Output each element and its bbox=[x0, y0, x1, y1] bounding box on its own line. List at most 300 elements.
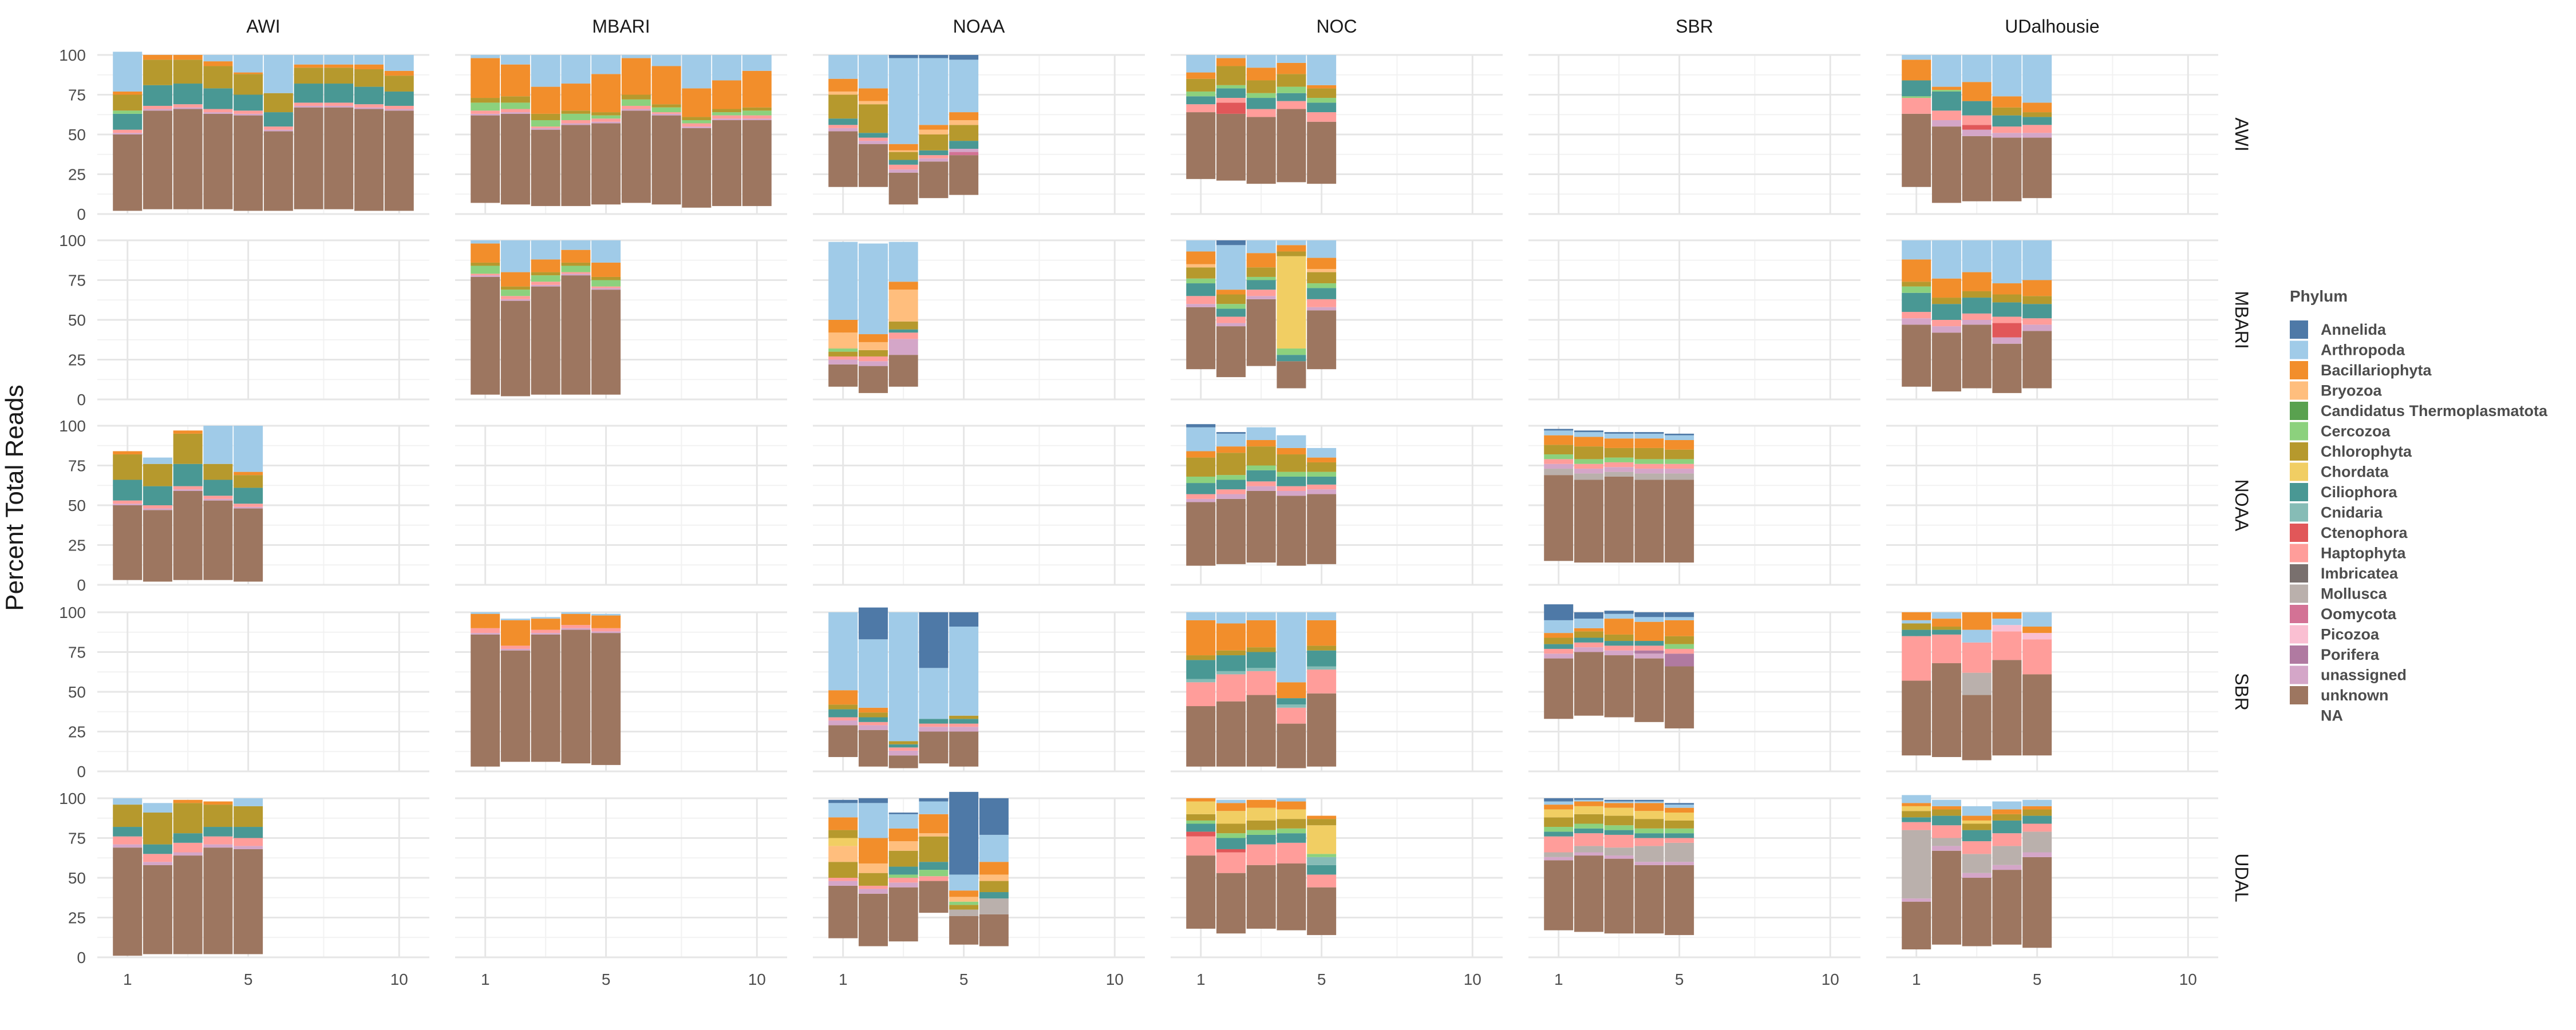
bar-segment bbox=[1216, 702, 1246, 767]
bar-segment bbox=[1186, 821, 1215, 824]
y-tick-label: 0 bbox=[77, 763, 86, 781]
bar-segment bbox=[1634, 862, 1664, 865]
bar-segment bbox=[1277, 109, 1306, 183]
bar-segment bbox=[1902, 612, 1931, 620]
bar-segment bbox=[1605, 641, 1634, 645]
bar-segment bbox=[471, 240, 500, 244]
bar-segment bbox=[1574, 430, 1603, 432]
bar-segment bbox=[2022, 117, 2052, 125]
bar-segment bbox=[1962, 291, 1992, 298]
bar-segment bbox=[234, 95, 263, 111]
bar-segment bbox=[1605, 802, 1634, 803]
bar-segment bbox=[1307, 310, 1336, 369]
bar-segment bbox=[859, 350, 888, 356]
column-strip-label: NOC bbox=[1316, 16, 1357, 37]
bar-segment bbox=[1307, 458, 1336, 462]
bar-segment bbox=[742, 108, 772, 111]
bar-segment bbox=[1634, 803, 1664, 811]
bar-segment bbox=[919, 833, 948, 837]
bar-segment bbox=[1605, 472, 1634, 477]
row-strip-label: NOAA bbox=[2231, 479, 2252, 532]
bar-segment bbox=[501, 651, 530, 762]
bar-segment bbox=[1932, 126, 1961, 203]
y-tick-label: 50 bbox=[68, 126, 86, 144]
bar-segment bbox=[501, 290, 530, 296]
bar-segment bbox=[828, 846, 858, 862]
bar-segment bbox=[1574, 480, 1603, 563]
y-tick-label: 75 bbox=[68, 271, 86, 290]
bar-segment bbox=[501, 55, 530, 65]
bar-segment bbox=[531, 617, 560, 619]
bar-segment bbox=[828, 352, 858, 356]
bar-segment bbox=[1634, 653, 1664, 658]
bar-segment bbox=[1962, 643, 1992, 673]
bar-segment bbox=[1992, 631, 2021, 660]
bar-segment bbox=[1544, 644, 1573, 649]
legend-swatch bbox=[2290, 483, 2308, 501]
bar-segment bbox=[1186, 427, 1215, 451]
bar-segment bbox=[1665, 440, 1694, 450]
bar-segment bbox=[1902, 681, 1931, 756]
bar-segment bbox=[1634, 659, 1664, 722]
bar-segment bbox=[859, 639, 888, 708]
bar-segment bbox=[561, 272, 590, 274]
bar-segment bbox=[1544, 475, 1573, 561]
bar-segment bbox=[828, 717, 858, 720]
bar-segment bbox=[1307, 645, 1336, 650]
bar-segment bbox=[919, 881, 948, 913]
bar-segment bbox=[173, 109, 203, 209]
bar-segment bbox=[203, 496, 232, 499]
bar-segment bbox=[1216, 295, 1246, 304]
bar-segment bbox=[1962, 136, 1992, 201]
bar-segment bbox=[949, 792, 978, 875]
bar-segment bbox=[949, 155, 978, 195]
bar-segment bbox=[859, 356, 888, 361]
bar-segment bbox=[113, 798, 142, 805]
bar-segment bbox=[1277, 87, 1306, 93]
x-tick-label: 5 bbox=[1674, 970, 1684, 988]
legend-label: unassigned bbox=[2321, 666, 2407, 684]
bar-segment bbox=[2022, 809, 2052, 815]
bar-segment bbox=[1902, 259, 1931, 282]
bar-segment bbox=[828, 360, 858, 365]
y-tick-label: 100 bbox=[59, 790, 86, 807]
bar-segment bbox=[113, 130, 142, 133]
bar-segment bbox=[234, 509, 263, 582]
bar-segment bbox=[173, 464, 203, 486]
bar-segment bbox=[979, 881, 1009, 892]
bar-segment bbox=[1902, 293, 1931, 312]
bar-segment bbox=[561, 84, 590, 110]
bar-segment bbox=[859, 104, 888, 133]
bar-segment bbox=[1665, 653, 1694, 666]
bar-segment bbox=[1634, 838, 1664, 846]
bar-segment bbox=[1277, 251, 1306, 256]
bar-segment bbox=[1932, 627, 1961, 630]
bar-segment bbox=[234, 472, 263, 476]
bar-segment bbox=[1932, 279, 1961, 298]
bar-segment bbox=[1634, 448, 1664, 459]
bar-segment bbox=[531, 126, 560, 128]
bar-segment bbox=[889, 242, 918, 282]
bar-segment bbox=[264, 130, 293, 132]
bar-segment bbox=[1277, 74, 1306, 86]
bar-segment bbox=[471, 55, 500, 58]
bar-segment bbox=[143, 510, 172, 581]
bar-segment bbox=[1544, 805, 1573, 809]
bar-segment bbox=[1277, 829, 1306, 833]
bar-segment bbox=[354, 109, 384, 211]
bar-segment bbox=[471, 114, 500, 116]
x-tick-label: 5 bbox=[959, 970, 969, 988]
bar-segment bbox=[1307, 112, 1336, 122]
bar-segment bbox=[1902, 98, 1931, 114]
bar-segment bbox=[531, 114, 560, 120]
y-tick-label: 0 bbox=[77, 391, 86, 409]
bar-segment bbox=[828, 817, 858, 830]
bar-segment bbox=[1932, 304, 1961, 320]
bar-segment bbox=[1186, 79, 1215, 92]
bar-segment bbox=[385, 71, 414, 76]
bar-segment bbox=[1216, 114, 1246, 181]
bar-segment bbox=[919, 130, 948, 134]
bar-segment bbox=[1932, 110, 1961, 120]
bar-segment bbox=[712, 112, 741, 116]
bar-segment bbox=[682, 55, 711, 88]
bar-segment bbox=[1277, 833, 1306, 843]
bar-segment bbox=[264, 126, 293, 130]
bar-segment bbox=[1307, 485, 1336, 489]
bar-segment bbox=[2022, 639, 2052, 674]
legend-item bbox=[2290, 686, 2388, 704]
bar-segment bbox=[1247, 427, 1276, 440]
bar-segment bbox=[828, 320, 858, 332]
bar-segment bbox=[2022, 133, 2052, 137]
bar-segment bbox=[1665, 480, 1694, 563]
bar-segment bbox=[471, 263, 500, 266]
bar-segment bbox=[1247, 845, 1276, 865]
bar-segment bbox=[324, 68, 353, 84]
bar-segment bbox=[919, 719, 948, 723]
bar-segment bbox=[1665, 862, 1694, 865]
bar-segment bbox=[828, 720, 858, 725]
bar-segment bbox=[1634, 802, 1664, 803]
bar-segment bbox=[1574, 637, 1603, 642]
bar-segment bbox=[1247, 466, 1276, 470]
bar-segment bbox=[324, 84, 353, 102]
bar-segment bbox=[949, 125, 978, 141]
bar-segment bbox=[203, 464, 232, 480]
bar-segment bbox=[1307, 670, 1336, 694]
bar-segment bbox=[889, 744, 918, 748]
bar-segment bbox=[682, 128, 711, 208]
bar-segment bbox=[143, 60, 172, 85]
bar-segment bbox=[949, 902, 978, 905]
bar-segment bbox=[889, 152, 918, 160]
bar-segment bbox=[712, 55, 741, 80]
bar-segment bbox=[1216, 304, 1246, 308]
bar-segment bbox=[1186, 655, 1215, 660]
legend-item bbox=[2290, 341, 2405, 359]
bar-segment bbox=[173, 55, 203, 60]
bar-segment bbox=[1544, 637, 1573, 644]
bar-segment bbox=[1216, 838, 1246, 849]
legend-label: Porifera bbox=[2321, 646, 2380, 663]
bar-segment bbox=[1902, 620, 1931, 624]
bar-segment bbox=[531, 128, 560, 130]
column-strip-label: UDalhousie bbox=[2005, 16, 2100, 37]
bar-segment bbox=[1216, 446, 1246, 453]
bar-segment bbox=[2022, 280, 2052, 296]
bar-segment bbox=[1992, 814, 2021, 821]
bar-segment bbox=[889, 878, 918, 882]
bar-segment bbox=[385, 55, 414, 71]
bar-segment bbox=[2022, 240, 2052, 280]
bar-segment bbox=[1216, 245, 1246, 290]
legend-label: Haptophyta bbox=[2321, 544, 2406, 562]
bar-segment bbox=[919, 732, 948, 764]
legend-item bbox=[2290, 422, 2391, 441]
bar-segment bbox=[1216, 655, 1246, 671]
bar-segment bbox=[1186, 55, 1215, 73]
bar-segment bbox=[622, 100, 651, 106]
bar-segment bbox=[828, 125, 858, 128]
bar-segment bbox=[1992, 138, 2021, 201]
bar-segment bbox=[1247, 830, 1276, 835]
bar-segment bbox=[889, 747, 918, 751]
bar-segment bbox=[1186, 279, 1215, 283]
bar-segment bbox=[1992, 108, 2021, 116]
bar-segment bbox=[561, 263, 590, 266]
bar-segment bbox=[1574, 628, 1603, 632]
bar-segment bbox=[1932, 332, 1961, 391]
bar-segment bbox=[1605, 467, 1634, 472]
y-tick-label: 50 bbox=[68, 869, 86, 887]
bar-segment bbox=[1307, 854, 1336, 857]
bar-segment bbox=[859, 873, 888, 886]
bar-segment bbox=[1307, 122, 1336, 184]
bar-segment bbox=[682, 120, 711, 124]
bar-segment bbox=[919, 798, 948, 802]
bar-segment bbox=[1932, 298, 1961, 304]
bar-segment bbox=[949, 627, 978, 716]
bar-segment bbox=[591, 614, 621, 616]
bar-segment bbox=[859, 712, 888, 717]
bar-segment bbox=[828, 118, 858, 125]
bar-segment bbox=[501, 645, 530, 649]
bar-segment bbox=[1634, 819, 1664, 829]
bar-segment bbox=[1902, 822, 1931, 830]
bar-segment bbox=[113, 504, 142, 505]
bar-segment bbox=[1962, 240, 1992, 272]
row-strip-label: UDAL bbox=[2231, 853, 2252, 902]
bar-segment bbox=[113, 114, 142, 130]
x-tick-label: 10 bbox=[390, 970, 408, 988]
bar-segment bbox=[1574, 612, 1603, 619]
bar-segment bbox=[1307, 88, 1336, 98]
bar-segment bbox=[1932, 120, 1961, 126]
bar-segment bbox=[859, 144, 888, 187]
legend-label: Candidatus Thermoplasmatota bbox=[2321, 402, 2548, 419]
bar-segment bbox=[682, 88, 711, 117]
bar-segment bbox=[1932, 816, 1961, 826]
bar-segment bbox=[354, 69, 384, 87]
bar-segment bbox=[203, 847, 232, 954]
bar-segment bbox=[1277, 708, 1306, 724]
bar-segment bbox=[1605, 462, 1634, 467]
bar-segment bbox=[1932, 630, 1961, 635]
bar-segment bbox=[1634, 434, 1664, 438]
bar-segment bbox=[1247, 481, 1276, 486]
bar-segment bbox=[354, 55, 384, 65]
bar-segment bbox=[889, 55, 918, 58]
bar-segment bbox=[1574, 619, 1603, 628]
bar-segment bbox=[2022, 612, 2052, 627]
bar-segment bbox=[234, 475, 263, 488]
bar-segment bbox=[1932, 806, 1961, 810]
bar-segment bbox=[113, 845, 142, 848]
bar-segment bbox=[1992, 870, 2021, 945]
bar-segment bbox=[889, 751, 918, 755]
bar-segment bbox=[591, 74, 621, 112]
bar-segment bbox=[1307, 240, 1336, 258]
bar-segment bbox=[1216, 55, 1246, 58]
bar-segment bbox=[949, 905, 978, 909]
bar-segment bbox=[531, 272, 560, 276]
bar-segment bbox=[1247, 277, 1276, 280]
bar-segment bbox=[143, 865, 172, 954]
bar-segment bbox=[1574, 806, 1603, 814]
bar-segment bbox=[1962, 878, 1992, 946]
bar-segment bbox=[1247, 865, 1276, 929]
bar-segment bbox=[1902, 318, 1931, 324]
bar-segment bbox=[1544, 827, 1573, 831]
bar-segment bbox=[113, 837, 142, 845]
bar-segment bbox=[531, 285, 560, 287]
legend-label: Cnidaria bbox=[2321, 504, 2383, 521]
bar-segment bbox=[561, 630, 590, 764]
bar-segment bbox=[234, 74, 263, 94]
bar-segment bbox=[1277, 477, 1306, 486]
x-tick-label: 10 bbox=[1463, 970, 1481, 988]
bar-segment bbox=[1216, 873, 1246, 934]
bar-segment bbox=[354, 104, 384, 108]
bar-segment bbox=[203, 837, 232, 845]
bar-segment bbox=[1247, 800, 1276, 808]
bar-segment bbox=[1992, 96, 2021, 107]
bar-segment bbox=[173, 800, 203, 803]
bar-segment bbox=[1544, 649, 1573, 653]
bar-segment bbox=[1902, 240, 1931, 259]
bar-segment bbox=[828, 356, 858, 360]
y-tick-label: 75 bbox=[68, 829, 86, 847]
bar-segment bbox=[203, 55, 232, 61]
bar-segment bbox=[1216, 671, 1246, 675]
bar-segment bbox=[264, 112, 293, 126]
bar-segment bbox=[501, 272, 530, 287]
bar-segment bbox=[591, 628, 621, 632]
bar-segment bbox=[1247, 296, 1276, 299]
bar-segment bbox=[1992, 323, 2021, 338]
bar-segment bbox=[1216, 674, 1246, 701]
bar-segment bbox=[2022, 627, 2052, 633]
bar-segment bbox=[1186, 499, 1215, 502]
bar-segment bbox=[385, 92, 414, 106]
legend-label: Chlorophyta bbox=[2321, 443, 2412, 460]
bar-segment bbox=[1574, 802, 1603, 806]
bar-segment bbox=[113, 847, 142, 956]
bar-segment bbox=[1574, 446, 1603, 459]
bar-segment bbox=[1307, 694, 1336, 767]
bar-segment bbox=[1277, 256, 1306, 348]
bar-segment bbox=[294, 84, 323, 102]
bar-segment bbox=[949, 141, 978, 149]
bar-segment bbox=[1544, 604, 1573, 620]
bar-segment bbox=[1932, 240, 1961, 279]
bar-segment bbox=[828, 79, 858, 92]
legend-item bbox=[2290, 564, 2399, 583]
legend-item bbox=[2290, 544, 2406, 562]
bar-segment bbox=[1247, 240, 1276, 253]
bar-segment bbox=[1277, 809, 1306, 819]
bar-segment bbox=[2022, 318, 2052, 324]
bar-segment bbox=[354, 65, 384, 69]
bar-segment bbox=[1544, 620, 1573, 633]
bar-segment bbox=[889, 851, 918, 867]
bar-segment bbox=[1574, 469, 1603, 473]
bar-segment bbox=[2022, 102, 2052, 112]
bar-segment bbox=[1992, 116, 2021, 126]
bar-segment bbox=[203, 480, 232, 496]
bar-segment bbox=[1932, 635, 1961, 663]
bar-segment bbox=[1665, 838, 1694, 843]
bar-segment bbox=[1634, 641, 1664, 645]
bar-segment bbox=[143, 803, 172, 813]
bar-segment bbox=[1634, 464, 1664, 469]
y-tick-label: 100 bbox=[59, 417, 86, 435]
bar-segment bbox=[1186, 502, 1215, 565]
bar-segment bbox=[1665, 813, 1694, 821]
bar-segment bbox=[1247, 109, 1276, 117]
bar-segment bbox=[979, 892, 1009, 898]
bar-segment bbox=[1665, 612, 1694, 617]
bar-segment bbox=[354, 87, 384, 105]
bar-segment bbox=[173, 434, 203, 464]
bar-segment bbox=[1962, 823, 1992, 830]
bar-segment bbox=[979, 798, 1009, 835]
bar-segment bbox=[1544, 429, 1573, 431]
bar-segment bbox=[1247, 98, 1276, 109]
bar-segment bbox=[828, 838, 858, 846]
bar-segment bbox=[1247, 290, 1276, 296]
bar-segment bbox=[1544, 633, 1573, 637]
bar-segment bbox=[591, 263, 621, 277]
bar-segment bbox=[324, 65, 353, 68]
bar-segment bbox=[1307, 816, 1336, 819]
bar-segment bbox=[1962, 816, 1992, 821]
y-tick-label: 50 bbox=[68, 497, 86, 514]
bar-segment bbox=[1186, 92, 1215, 96]
bar-segment bbox=[1216, 489, 1246, 494]
bar-segment bbox=[1605, 438, 1634, 448]
x-tick-label: 1 bbox=[480, 970, 490, 988]
bar-segment bbox=[859, 708, 888, 712]
bar-segment bbox=[1962, 630, 1992, 643]
column-strip-label: SBR bbox=[1676, 16, 1713, 37]
bar-segment bbox=[1605, 859, 1634, 934]
bar-segment bbox=[143, 85, 172, 106]
